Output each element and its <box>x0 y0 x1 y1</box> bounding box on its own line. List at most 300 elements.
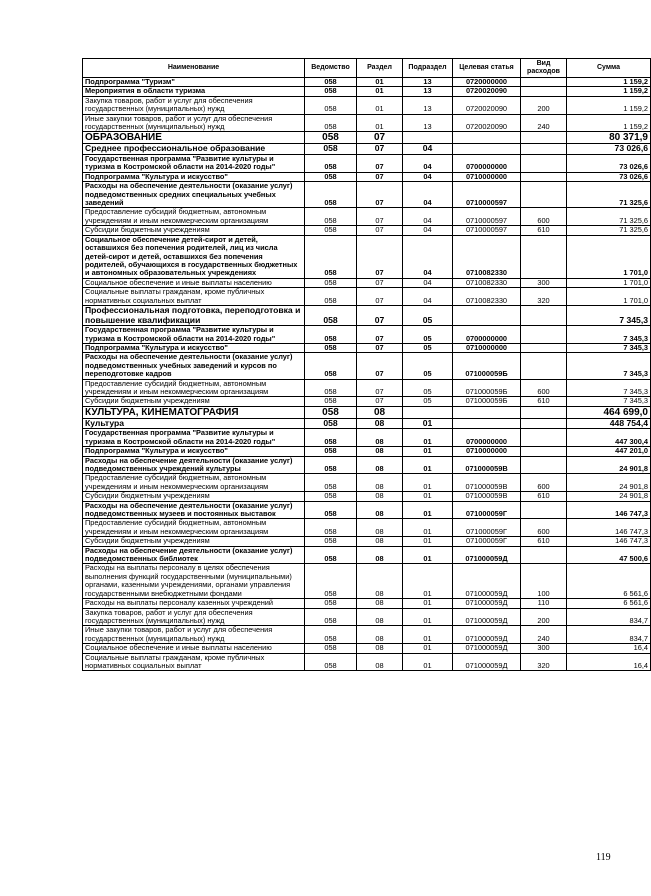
cell-podrazdel: 05 <box>403 343 453 352</box>
cell-summa: 7 345,3 <box>567 343 651 352</box>
table-header-row <box>83 59 651 78</box>
cell-name: Закупка товаров, работ и услуг для обеспечения государственных (муниципальных) нужд <box>83 96 305 114</box>
cell-podrazdel: 13 <box>403 114 453 132</box>
cell-ved: 058 <box>305 501 357 519</box>
table-row <box>83 564 651 599</box>
cell-summa: 146 747,3 <box>567 519 651 537</box>
cell-ved: 058 <box>305 379 357 397</box>
cell-celevaya: 071000059Д <box>453 564 521 599</box>
cell-name: Расходы на выплаты персоналу казенных учреждений <box>83 599 305 608</box>
cell-ved: 058 <box>305 305 357 325</box>
table-row <box>83 144 651 155</box>
cell-summa: 834,7 <box>567 608 651 626</box>
table-row <box>83 546 651 564</box>
cell-razdel: 07 <box>357 132 403 144</box>
cell-podrazdel: 01 <box>403 519 453 537</box>
cell-vid <box>521 546 567 564</box>
cell-razdel: 08 <box>357 519 403 537</box>
cell-celevaya: 071000059Д <box>453 608 521 626</box>
cell-vid <box>521 305 567 325</box>
table-row <box>83 96 651 114</box>
cell-podrazdel: 05 <box>403 397 453 406</box>
cell-summa: 146 747,3 <box>567 537 651 546</box>
table-row <box>83 519 651 537</box>
header-name: Наименование <box>83 59 305 78</box>
cell-name: Государственная программа "Развитие культуры и туризма в Костромской области на 2014-2020 годы" <box>83 326 305 344</box>
cell-name: Подпрограмма "Культура и искусство" <box>83 343 305 352</box>
cell-razdel: 07 <box>357 379 403 397</box>
cell-vid: 610 <box>521 492 567 501</box>
cell-podrazdel: 01 <box>403 474 453 492</box>
table-row <box>83 599 651 608</box>
cell-name: Предоставление субсидий бюджетным, автономным учреждениям и иным некоммерческим организациям <box>83 379 305 397</box>
cell-celevaya: 071000059Г <box>453 519 521 537</box>
page-number: 119 <box>596 852 611 863</box>
cell-summa: 16,4 <box>567 644 651 653</box>
cell-ved: 058 <box>305 343 357 352</box>
cell-ved: 058 <box>305 235 357 278</box>
cell-ved: 058 <box>305 87 357 96</box>
cell-podrazdel: 04 <box>403 226 453 235</box>
cell-celevaya <box>453 305 521 325</box>
cell-name: ОБРАЗОВАНИЕ <box>83 132 305 144</box>
cell-name: Расходы на обеспечение деятельности (оказание услуг) подведомственных библиотек <box>83 546 305 564</box>
cell-name: Предоставление субсидий бюджетным, автономным учреждениям и иным некоммерческим организациям <box>83 208 305 226</box>
cell-razdel: 07 <box>357 208 403 226</box>
cell-celevaya: 071000059В <box>453 456 521 474</box>
cell-podrazdel: 01 <box>403 644 453 653</box>
cell-name: Подпрограмма "Культура и искусство" <box>83 172 305 181</box>
cell-vid: 610 <box>521 397 567 406</box>
cell-summa: 447 300,4 <box>567 429 651 447</box>
cell-vid: 600 <box>521 208 567 226</box>
table-row <box>83 397 651 406</box>
cell-vid: 320 <box>521 653 567 671</box>
cell-ved: 058 <box>305 96 357 114</box>
cell-ved: 058 <box>305 546 357 564</box>
table-row <box>83 456 651 474</box>
cell-vid: 200 <box>521 96 567 114</box>
cell-celevaya: 071000059Д <box>453 599 521 608</box>
table-row <box>83 608 651 626</box>
cell-razdel: 08 <box>357 418 403 429</box>
cell-summa: 24 901,8 <box>567 456 651 474</box>
cell-name: Субсидии бюджетным учреждениям <box>83 226 305 235</box>
cell-podrazdel: 05 <box>403 305 453 325</box>
cell-razdel: 08 <box>357 626 403 644</box>
cell-vid: 240 <box>521 626 567 644</box>
cell-razdel: 08 <box>357 406 403 418</box>
cell-podrazdel: 01 <box>403 599 453 608</box>
cell-name: Закупка товаров, работ и услуг для обеспечения государственных (муниципальных) нужд <box>83 608 305 626</box>
cell-podrazdel: 04 <box>403 172 453 181</box>
cell-name: Иные закупки товаров, работ и услуг для обеспечения государственных (муниципальных) нужд <box>83 114 305 132</box>
cell-vid <box>521 406 567 418</box>
cell-podrazdel: 01 <box>403 501 453 519</box>
cell-podrazdel: 01 <box>403 564 453 599</box>
cell-razdel: 07 <box>357 172 403 181</box>
cell-razdel: 07 <box>357 326 403 344</box>
cell-ved: 058 <box>305 626 357 644</box>
cell-celevaya: 0710000597 <box>453 226 521 235</box>
cell-podrazdel: 01 <box>403 447 453 456</box>
cell-celevaya <box>453 132 521 144</box>
cell-name: Расходы на обеспечение деятельности (оказание услуг) подведомственных учреждений культуры <box>83 456 305 474</box>
cell-razdel: 07 <box>357 353 403 379</box>
cell-podrazdel: 13 <box>403 78 453 87</box>
cell-ved: 058 <box>305 492 357 501</box>
table-row <box>83 379 651 397</box>
cell-vid: 100 <box>521 564 567 599</box>
cell-razdel: 08 <box>357 564 403 599</box>
cell-vid <box>521 501 567 519</box>
cell-podrazdel: 04 <box>403 278 453 287</box>
cell-name: Субсидии бюджетным учреждениям <box>83 492 305 501</box>
cell-celevaya: 071000059Д <box>453 653 521 671</box>
cell-razdel: 08 <box>357 474 403 492</box>
cell-celevaya <box>453 144 521 155</box>
cell-razdel: 08 <box>357 644 403 653</box>
cell-summa: 7 345,3 <box>567 305 651 325</box>
cell-razdel: 07 <box>357 343 403 352</box>
cell-razdel: 07 <box>357 155 403 173</box>
cell-celevaya <box>453 418 521 429</box>
cell-ved: 058 <box>305 406 357 418</box>
cell-ved: 058 <box>305 278 357 287</box>
cell-razdel: 08 <box>357 429 403 447</box>
table-row <box>83 353 651 379</box>
cell-ved: 058 <box>305 182 357 208</box>
cell-ved: 058 <box>305 456 357 474</box>
cell-ved: 058 <box>305 78 357 87</box>
cell-podrazdel: 01 <box>403 429 453 447</box>
cell-celevaya: 071000059Б <box>453 397 521 406</box>
table-row <box>83 114 651 132</box>
cell-podrazdel: 04 <box>403 144 453 155</box>
cell-name: Социальное обеспечение детей-сирот и детей, оставшихся без попечения родителей, лиц из числа детей-сирот и детей, оставшихся без попечения родителей, обучающихся в государственных бюджетных и автономных образовательных учреждениях <box>83 235 305 278</box>
cell-vid <box>521 132 567 144</box>
cell-razdel: 07 <box>357 235 403 278</box>
cell-name: Расходы на обеспечение деятельности (оказание услуг) подведомственных учебных заведений и курсов по переподготовке кадров <box>83 353 305 379</box>
table-row <box>83 132 651 144</box>
cell-celevaya: 071000059Д <box>453 626 521 644</box>
cell-name: Государственная программа "Развитие культуры и туризма в Костромской области на 2014-2020 годы" <box>83 429 305 447</box>
cell-summa: 146 747,3 <box>567 501 651 519</box>
cell-summa: 80 371,9 <box>567 132 651 144</box>
cell-podrazdel <box>403 406 453 418</box>
cell-summa: 1 701,0 <box>567 235 651 278</box>
cell-name: Среднее профессиональное образование <box>83 144 305 155</box>
header-ved: Ведомство <box>305 59 357 78</box>
header-celevaya: Целевая статья <box>453 59 521 78</box>
table-row <box>83 235 651 278</box>
cell-summa: 834,7 <box>567 626 651 644</box>
cell-summa: 73 026,6 <box>567 155 651 173</box>
cell-podrazdel: 04 <box>403 182 453 208</box>
cell-celevaya: 071000059Д <box>453 546 521 564</box>
cell-ved: 058 <box>305 429 357 447</box>
cell-podrazdel: 01 <box>403 626 453 644</box>
cell-ved: 058 <box>305 114 357 132</box>
table-row <box>83 537 651 546</box>
cell-name: КУЛЬТУРА, КИНЕМАТОГРАФИЯ <box>83 406 305 418</box>
cell-celevaya: 0720020090 <box>453 87 521 96</box>
header-summa: Сумма <box>567 59 651 78</box>
cell-vid <box>521 172 567 181</box>
cell-summa: 16,4 <box>567 653 651 671</box>
cell-podrazdel: 01 <box>403 653 453 671</box>
cell-ved: 058 <box>305 208 357 226</box>
cell-name: Государственная программа "Развитие культуры и туризма в Костромской области на 2014-2020 годы" <box>83 155 305 173</box>
cell-razdel: 07 <box>357 278 403 287</box>
cell-vid: 600 <box>521 519 567 537</box>
cell-vid: 240 <box>521 114 567 132</box>
cell-podrazdel <box>403 132 453 144</box>
table-row <box>83 447 651 456</box>
table-row <box>83 305 651 325</box>
cell-podrazdel: 04 <box>403 235 453 278</box>
header-razdel: Раздел <box>357 59 403 78</box>
cell-razdel: 07 <box>357 182 403 208</box>
cell-summa: 1 159,2 <box>567 78 651 87</box>
cell-razdel: 07 <box>357 305 403 325</box>
cell-summa: 1 159,2 <box>567 114 651 132</box>
cell-razdel: 08 <box>357 492 403 501</box>
cell-vid: 610 <box>521 226 567 235</box>
cell-celevaya: 0710000597 <box>453 208 521 226</box>
cell-celevaya: 071000059Б <box>453 353 521 379</box>
cell-podrazdel: 04 <box>403 208 453 226</box>
cell-name: Иные закупки товаров, работ и услуг для обеспечения государственных (муниципальных) нужд <box>83 626 305 644</box>
cell-ved: 058 <box>305 537 357 546</box>
cell-vid: 610 <box>521 537 567 546</box>
cell-vid <box>521 155 567 173</box>
cell-vid <box>521 326 567 344</box>
cell-ved: 058 <box>305 288 357 306</box>
cell-podrazdel: 05 <box>403 326 453 344</box>
cell-ved: 058 <box>305 418 357 429</box>
cell-celevaya <box>453 406 521 418</box>
cell-name: Социальные выплаты гражданам, кроме публичных нормативных социальных выплат <box>83 653 305 671</box>
cell-name: Субсидии бюджетным учреждениям <box>83 537 305 546</box>
cell-razdel: 08 <box>357 501 403 519</box>
table-row <box>83 626 651 644</box>
cell-celevaya: 071000059Д <box>453 644 521 653</box>
cell-name: Мероприятия в области туризма <box>83 87 305 96</box>
cell-vid: 300 <box>521 278 567 287</box>
cell-celevaya: 0700000000 <box>453 155 521 173</box>
cell-ved: 058 <box>305 226 357 235</box>
cell-vid: 110 <box>521 599 567 608</box>
cell-celevaya: 0700000000 <box>453 326 521 344</box>
cell-ved: 058 <box>305 564 357 599</box>
table-row <box>83 406 651 418</box>
cell-celevaya: 071000059В <box>453 474 521 492</box>
cell-summa: 47 500,6 <box>567 546 651 564</box>
cell-name: Расходы на обеспечение деятельности (оказание услуг) подведомственных средних специальных учебных заведений <box>83 182 305 208</box>
cell-summa: 464 699,0 <box>567 406 651 418</box>
cell-celevaya: 0710082330 <box>453 235 521 278</box>
header-vid: Вид расходов <box>521 59 567 78</box>
table-row <box>83 155 651 173</box>
cell-podrazdel: 13 <box>403 87 453 96</box>
table-row <box>83 653 651 671</box>
cell-name: Социальное обеспечение и иные выплаты населению <box>83 644 305 653</box>
table-row <box>83 418 651 429</box>
cell-razdel: 08 <box>357 546 403 564</box>
cell-podrazdel: 04 <box>403 288 453 306</box>
table-row <box>83 474 651 492</box>
cell-podrazdel: 13 <box>403 96 453 114</box>
cell-razdel: 08 <box>357 599 403 608</box>
cell-podrazdel: 01 <box>403 456 453 474</box>
cell-podrazdel: 05 <box>403 379 453 397</box>
cell-summa: 7 345,3 <box>567 326 651 344</box>
cell-razdel: 08 <box>357 456 403 474</box>
cell-ved: 058 <box>305 644 357 653</box>
cell-celevaya: 071000059Б <box>453 379 521 397</box>
cell-summa: 448 754,4 <box>567 418 651 429</box>
cell-summa: 1 701,0 <box>567 288 651 306</box>
cell-summa: 24 901,8 <box>567 492 651 501</box>
cell-razdel: 08 <box>357 447 403 456</box>
cell-celevaya: 0710000000 <box>453 343 521 352</box>
cell-razdel: 01 <box>357 114 403 132</box>
cell-ved: 058 <box>305 132 357 144</box>
cell-vid <box>521 87 567 96</box>
cell-name: Субсидии бюджетным учреждениям <box>83 397 305 406</box>
cell-ved: 058 <box>305 519 357 537</box>
cell-podrazdel: 01 <box>403 546 453 564</box>
cell-name: Социальные выплаты гражданам, кроме публичных нормативных социальных выплат <box>83 288 305 306</box>
cell-ved: 058 <box>305 608 357 626</box>
table-row <box>83 501 651 519</box>
cell-vid <box>521 144 567 155</box>
cell-summa: 7 345,3 <box>567 397 651 406</box>
cell-razdel: 01 <box>357 96 403 114</box>
cell-ved: 058 <box>305 599 357 608</box>
cell-name: Расходы на выплаты персоналу в целях обеспечения выполнения функций государственными (муниципальными) органами, казенными учреждениями, органами управления государственными внебюджетными фондами <box>83 564 305 599</box>
cell-summa: 7 345,3 <box>567 379 651 397</box>
cell-podrazdel: 05 <box>403 353 453 379</box>
cell-ved: 058 <box>305 353 357 379</box>
cell-podrazdel: 01 <box>403 492 453 501</box>
cell-celevaya: 0720000000 <box>453 78 521 87</box>
cell-celevaya: 0720020090 <box>453 96 521 114</box>
cell-razdel: 07 <box>357 226 403 235</box>
cell-summa: 1 159,2 <box>567 96 651 114</box>
cell-vid <box>521 447 567 456</box>
cell-vid: 600 <box>521 379 567 397</box>
cell-vid: 200 <box>521 608 567 626</box>
header-podrazdel: Подраздел <box>403 59 453 78</box>
table-row <box>83 288 651 306</box>
table-row <box>83 87 651 96</box>
cell-celevaya: 071000059В <box>453 492 521 501</box>
cell-razdel: 07 <box>357 288 403 306</box>
cell-name: Подпрограмма "Культура и искусство" <box>83 447 305 456</box>
cell-celevaya: 071000059Г <box>453 537 521 546</box>
table-row <box>83 182 651 208</box>
cell-podrazdel: 01 <box>403 608 453 626</box>
cell-name: Расходы на обеспечение деятельности (оказание услуг) подведомственных музеев и постоянных выставок <box>83 501 305 519</box>
cell-vid <box>521 429 567 447</box>
cell-vid <box>521 182 567 208</box>
budget-table <box>82 58 651 671</box>
cell-ved: 058 <box>305 474 357 492</box>
cell-celevaya: 0720020090 <box>453 114 521 132</box>
cell-razdel: 08 <box>357 608 403 626</box>
table-body <box>83 78 651 671</box>
table-row <box>83 208 651 226</box>
cell-ved: 058 <box>305 397 357 406</box>
cell-vid: 320 <box>521 288 567 306</box>
cell-vid <box>521 418 567 429</box>
cell-podrazdel: 01 <box>403 418 453 429</box>
cell-summa: 71 325,6 <box>567 208 651 226</box>
cell-vid <box>521 235 567 278</box>
cell-razdel: 07 <box>357 144 403 155</box>
cell-vid <box>521 456 567 474</box>
cell-summa: 1 701,0 <box>567 278 651 287</box>
cell-celevaya: 0700000000 <box>453 429 521 447</box>
table-row <box>83 644 651 653</box>
cell-summa: 73 026,6 <box>567 172 651 181</box>
cell-summa: 71 325,6 <box>567 182 651 208</box>
cell-razdel: 01 <box>357 78 403 87</box>
cell-razdel: 01 <box>357 87 403 96</box>
table-row <box>83 492 651 501</box>
cell-razdel: 07 <box>357 397 403 406</box>
cell-ved: 058 <box>305 144 357 155</box>
cell-summa: 71 325,6 <box>567 226 651 235</box>
cell-vid <box>521 353 567 379</box>
cell-celevaya: 071000059Г <box>453 501 521 519</box>
cell-podrazdel: 04 <box>403 155 453 173</box>
cell-ved: 058 <box>305 326 357 344</box>
cell-name: Культура <box>83 418 305 429</box>
cell-summa: 7 345,3 <box>567 353 651 379</box>
cell-celevaya: 0710000000 <box>453 447 521 456</box>
cell-razdel: 08 <box>357 537 403 546</box>
cell-ved: 058 <box>305 653 357 671</box>
cell-name: Профессиональная подготовка, переподготовка и повышение квалификации <box>83 305 305 325</box>
cell-podrazdel: 01 <box>403 537 453 546</box>
cell-vid: 300 <box>521 644 567 653</box>
cell-celevaya: 0710000000 <box>453 172 521 181</box>
cell-razdel: 08 <box>357 653 403 671</box>
cell-summa: 1 159,2 <box>567 87 651 96</box>
cell-ved: 058 <box>305 447 357 456</box>
cell-ved: 058 <box>305 155 357 173</box>
cell-celevaya: 0710082330 <box>453 278 521 287</box>
cell-name: Предоставление субсидий бюджетным, автономным учреждениям и иным некоммерческим организациям <box>83 519 305 537</box>
cell-vid <box>521 78 567 87</box>
cell-summa: 73 026,6 <box>567 144 651 155</box>
table-row <box>83 226 651 235</box>
cell-name: Социальное обеспечение и иные выплаты населению <box>83 278 305 287</box>
cell-vid <box>521 343 567 352</box>
cell-summa: 6 561,6 <box>567 599 651 608</box>
cell-celevaya: 0710082330 <box>453 288 521 306</box>
cell-summa: 24 901,8 <box>567 474 651 492</box>
cell-ved: 058 <box>305 172 357 181</box>
cell-name: Подпрограмма "Туризм" <box>83 78 305 87</box>
table-row <box>83 326 651 344</box>
cell-celevaya: 0710000597 <box>453 182 521 208</box>
cell-vid: 600 <box>521 474 567 492</box>
cell-name: Предоставление субсидий бюджетным, автономным учреждениям и иным некоммерческим организациям <box>83 474 305 492</box>
